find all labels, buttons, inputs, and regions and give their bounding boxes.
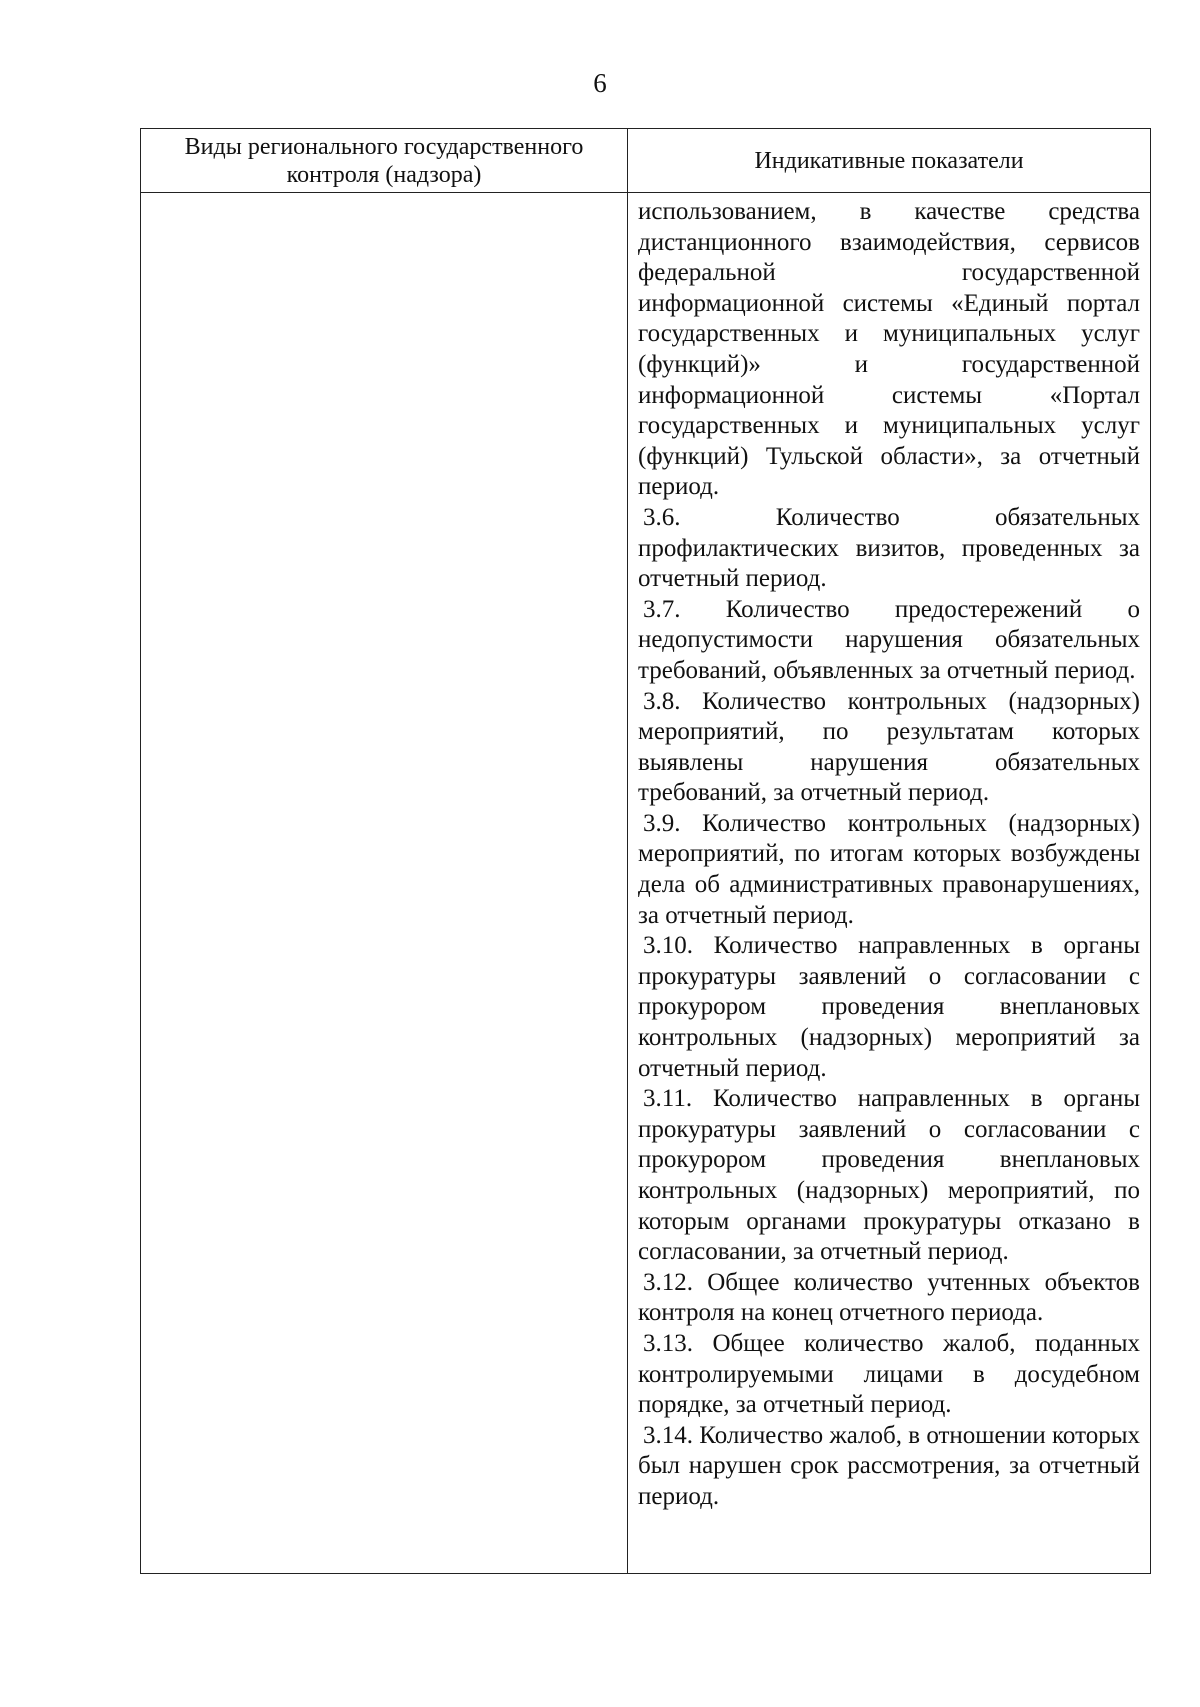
indicator-3-6: 3.6. Количество обязательных профилактических визитов, проведенных за отчетный период. — [638, 503, 1140, 593]
header-control-types — [141, 129, 628, 193]
indicator-3-13: 3.13. Общее количество жалоб, поданных контролируемыми лицами в досудебном порядке, за отчетный период. — [638, 1329, 1140, 1419]
table-row — [141, 193, 1151, 1574]
indicator-3-14: 3.14. Количество жалоб, в отношении которых был нарушен срок рассмотрения, за отчетный период. — [638, 1421, 1140, 1510]
table-header-row — [141, 129, 1151, 193]
control-type-cell — [141, 193, 628, 1574]
indicator-paragraph: использованием, в качестве средства дистанционного взаимодействия, сервисов федеральной государственной информационной системы «Единый портал государственных и муниципальных услуг (функций)» и государственной информационной системы «Портал государственных и муниципальных услуг (функций) Тульской области», за отчетный период. — [638, 198, 1140, 501]
indicator-3-11: 3.11. Количество направленных в органы прокуратуры заявлений о согласовании с прокурором проведения внеплановых контрольных (надзорных) мероприятий, по которым органами прокуратуры отказано в согласовании, за отчетный период. — [638, 1085, 1140, 1266]
header-indicators — [628, 129, 1151, 193]
indicator-3-8: 3.8. Количество контрольных (надзорных) мероприятий, по результатам которых выявлены нарушения обязательных требований, за отчетный период. — [638, 687, 1140, 807]
indicator-3-12: 3.12. Общее количество учтенных объектов контроля на конец отчетного периода. — [638, 1268, 1140, 1327]
page-number: 6 — [593, 68, 607, 98]
header-control-types-label: Виды регионального государственного контроля (надзора) — [184, 133, 584, 188]
header-indicators-label: Индикативные показатели — [754, 147, 1024, 174]
indicators-cell — [628, 193, 1151, 1574]
indicator-3-7: 3.7. Количество предостережений о недопустимости нарушения обязательных требований, объявленных за отчетный период. — [638, 595, 1140, 684]
indicator-3-10: 3.10. Количество направленных в органы прокуратуры заявлений о согласовании с прокурором проведения внеплановых контрольных (надзорных) мероприятий за отчетный период. — [638, 932, 1140, 1082]
indicators-table — [140, 128, 1151, 1574]
indicator-3-9: 3.9. Количество контрольных (надзорных) мероприятий, по итогам которых возбуждены дела об административных правонарушениях, за отчетный период. — [638, 809, 1140, 929]
